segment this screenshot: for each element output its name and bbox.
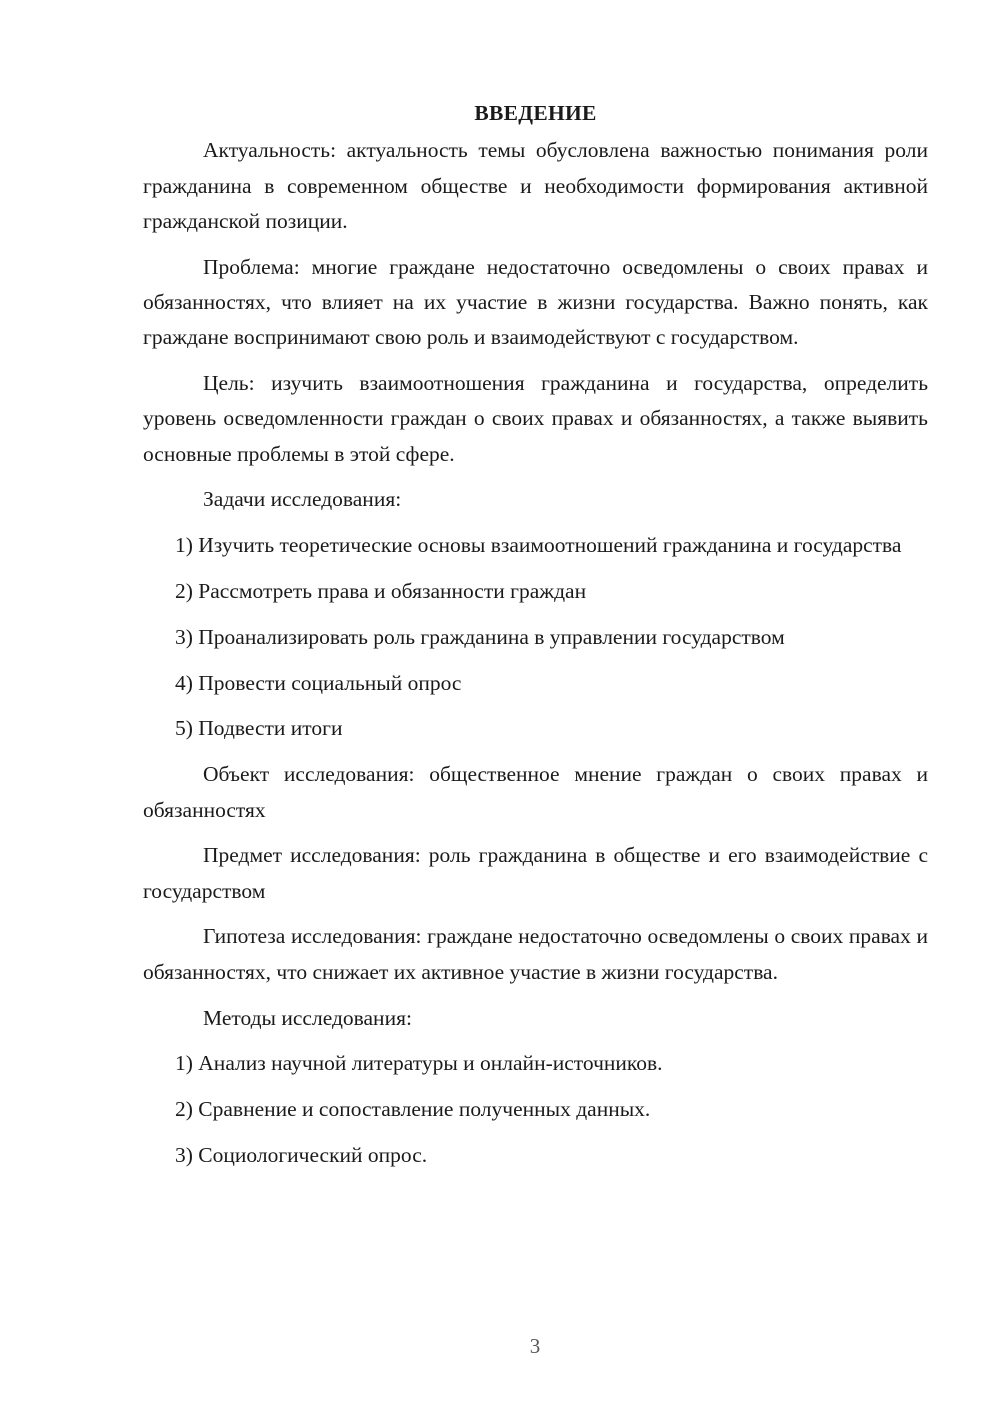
paragraph-methods-heading: Методы исследования: — [203, 1005, 412, 1030]
list-item: 3) Проанализировать роль гражданина в управлении государством — [175, 624, 785, 649]
paragraph-subject: Предмет исследования: роль гражданина в обществе и его взаимодействие с государством — [143, 843, 928, 903]
paragraph-object: Объект исследования: общественное мнение граждан о своих правах и обязанностях — [143, 762, 928, 822]
page-number: 3 — [529, 1334, 541, 1358]
list-item: 5) Подвести итоги — [175, 716, 343, 741]
paragraph-tasks-heading: Задачи исследования: — [203, 487, 402, 512]
list-item: 1) Анализ научной литературы и онлайн-источников. — [175, 1051, 663, 1076]
page-content — [143, 96, 928, 1184]
list-item: 2) Сравнение и сопоставление полученных данных. — [175, 1097, 651, 1122]
section-title: ВВЕДЕНИЕ — [474, 101, 597, 125]
list-item: 3) Социологический опрос. — [175, 1142, 428, 1167]
paragraph-problem: Проблема: многие граждане недостаточно осведомлены о своих правах и обязанностях, что влияет на их участие в жизни государства. Важно понять, как граждане воспринимают свою роль и взаимодействуют с государством. — [143, 254, 928, 350]
paragraph-goal: Цель: изучить взаимоотношения гражданина и государства, определить уровень осведомленности граждан о своих правах и обязанностях, а также выявить основные проблемы в этой сфере. — [143, 371, 928, 466]
list-item: 1) Изучить теоретические основы взаимоотношений гражданина и государства — [175, 533, 902, 558]
list-item: 2) Рассмотреть права и обязанности граждан — [175, 579, 587, 604]
list-item: 4) Провести социальный опрос — [175, 670, 462, 695]
paragraph-relevance: Актуальность: актуальность темы обусловлена важностью понимания роли гражданина в современном обществе и необходимости формирования активной гражданской позиции. — [143, 138, 928, 233]
paragraph-hypothesis: Гипотеза исследования: граждане недостаточно осведомлены о своих правах и обязанностях, что снижает их активное участие в жизни государства. — [143, 924, 928, 984]
